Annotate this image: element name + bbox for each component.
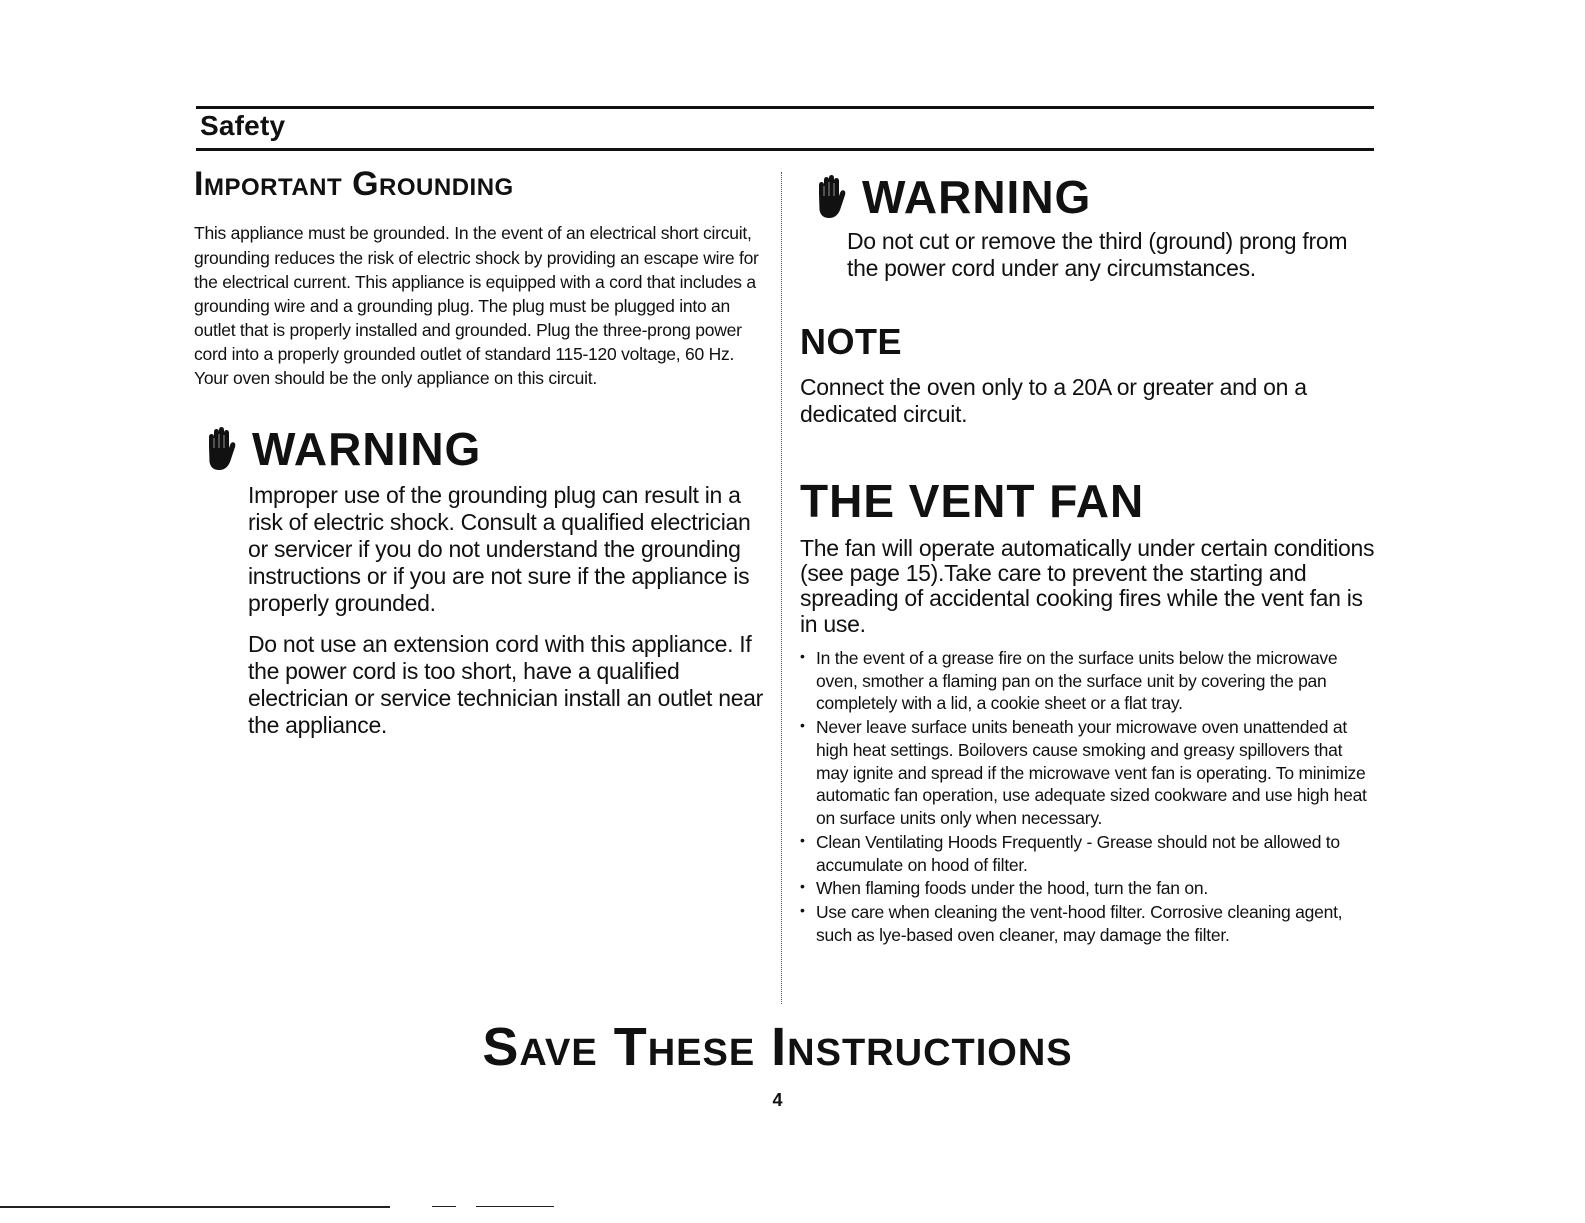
note-text: Connect the oven only to a 20A or greater and on a dedicated circuit. (800, 373, 1307, 427)
header-top-rule (196, 106, 1374, 109)
vent-fan-block (800, 474, 1375, 947)
warning-body-left (248, 482, 766, 738)
header-bottom-rule (196, 148, 1374, 151)
list-item: • When flaming foods under the hood, turn the fan on. (800, 877, 1375, 900)
footer-rule-left (0, 1206, 390, 1208)
footer-rule-right (476, 1206, 554, 1207)
list-item: • In the event of a grease fire on the surface units below the microwave oven, smother a flaming pan on the surface unit by covering the pan completely with a lid, a cookie sheet or a flat tray. (800, 647, 1375, 715)
warning-header-left (202, 423, 766, 476)
grounding-text: This appliance must be grounded. In the event of an electrical short circuit, grounding reduces the risk of electric shock by providing an escape wire for the electrical current. This appliance is equipped with a cord that includes a grounding wire and a grounding plug. The plug must be plugged into an outlet that is properly installed and grounded. Plug the three-prong power cord into a properly grounded outlet of standard 115-120 voltage, 60 Hz. Your oven should be the only appliance on this circuit. (194, 223, 759, 389)
right-column (800, 160, 1375, 948)
footer-rule-mid (432, 1206, 456, 1207)
note-block (800, 320, 1375, 428)
hand-stop-icon (812, 174, 846, 220)
note-title: NOTE (800, 320, 903, 362)
vent-fan-title: THE VENT FAN (800, 474, 1145, 527)
warning-text-right: Do not cut or remove the third (ground) prong from the power cord under any circumstances. (847, 228, 1348, 281)
page-number: 4 (772, 1090, 783, 1110)
list-item: • Clean Ventilating Hoods Frequently - Grease should not be allowed to accumulate on hood of filter. (800, 831, 1375, 877)
list-item: • Never leave surface units beneath your microwave oven unattended at high heat settings. Boilovers cause smoking and greasy spillovers that may ignite and spread if the microwave vent fan is operating. To minimize automatic fan operation, use adequate sized cookware and use high heat on surface units only when necessary. (800, 716, 1375, 830)
grounding-title: Important Grounding (194, 165, 514, 203)
warning-block-left (194, 423, 766, 738)
section-label: Safety (200, 110, 286, 141)
left-column (194, 160, 766, 739)
warning-header-right (812, 171, 1375, 223)
hand-stop-icon (202, 426, 236, 472)
warning-paragraph-2: Do not use an extension cord with this appliance. If the power cord is too short, have a qualified electrician or service technician install an outlet near the appliance. (248, 630, 764, 738)
save-instructions-title: Save These Instructions (482, 1017, 1073, 1077)
warning-title-left: WARNING (252, 423, 482, 476)
warning-paragraph-1: Improper use of the grounding plug can result in a risk of electric shock. Consult a qualified electrician or servicer if you do not understand the grounding instructions or if you are not sure if the appliance is properly grounded. (248, 482, 751, 616)
vent-fan-intro: The fan will operate automatically under certain conditions (see page 15).Take care to prevent the starting and spreading of accidental cooking fires while the vent fan is in use. (800, 534, 1375, 637)
warning-block-right (800, 171, 1375, 282)
list-item: • Use care when cleaning the vent-hood filter. Corrosive cleaning agent, such as lye-based oven cleaner, may damage the filter. (800, 901, 1375, 947)
warning-title-right: WARNING (862, 171, 1092, 223)
column-divider (781, 172, 782, 1004)
vent-fan-bullets (800, 647, 1375, 947)
